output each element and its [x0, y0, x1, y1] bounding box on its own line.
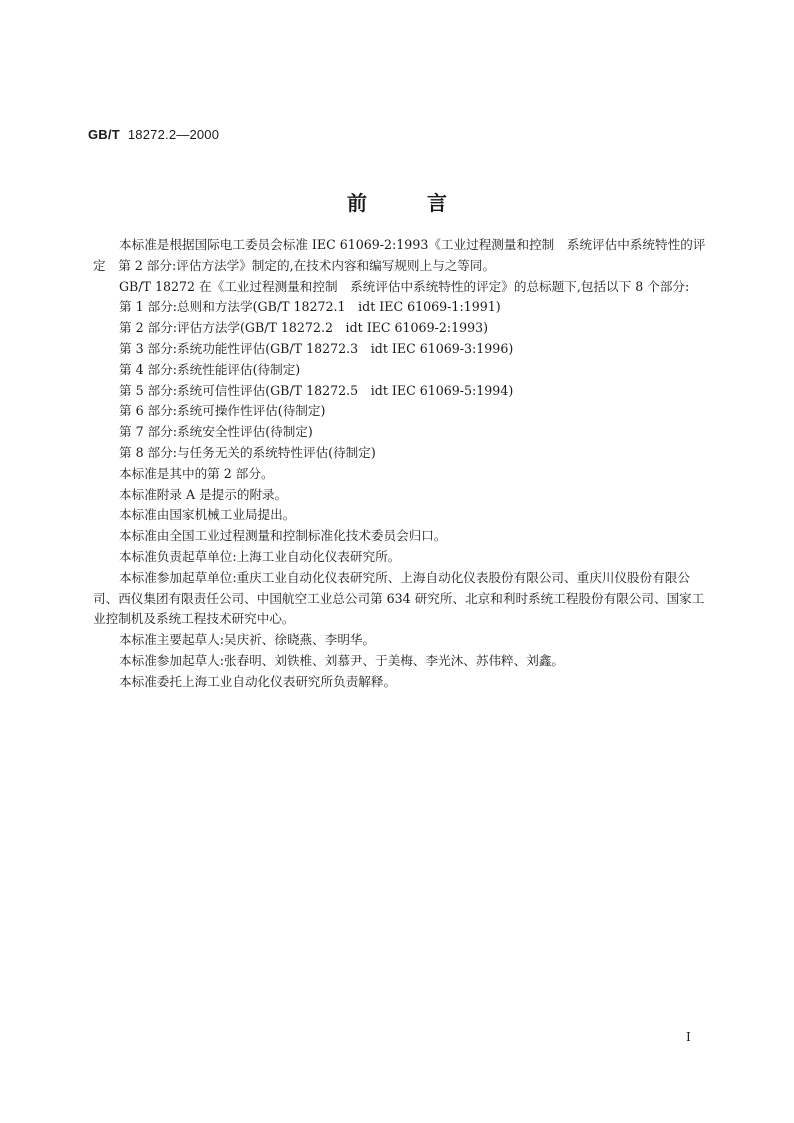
standard-code [88, 127, 219, 142]
paragraph-proposed-by: 本标准由国家机械工业局提出。 [119, 507, 296, 523]
list-item-part-1: 第 1 部分:总则和方法学(GB/T 18272.1 idt IEC 61069-1:1991) [119, 299, 501, 315]
list-item-part-6: 第 6 部分:系统可操作性评估(待制定) [119, 403, 326, 419]
standard-code-number: 18272.2—2000 [127, 127, 220, 142]
paragraph-participating-units: 本标准参加起草单位:重庆工业自动化仪表研究所、上海自动化仪表股份有限公司、重庆川仪股份有限公司、西仪集团有限责任公司、中国航空工业总公司第 634 研究所、北京和利时系统工程股份有限公司、国家工业控制机及系统工程技术研究中心。 [93, 569, 705, 627]
paragraph-participating-drafters: 本标准参加起草人:张春明、刘铁椎、刘慕尹、于美梅、李光沐、苏伟粹、刘鑫。 [119, 652, 565, 668]
paragraph-centralized-by: 本标准由全国工业过程测量和控制标准化技术委员会归口。 [119, 528, 447, 544]
list-item-part-8: 第 8 部分:与任务无关的系统特性评估(待制定) [119, 444, 376, 460]
list-item-part-2: 第 2 部分:评估方法学(GB/T 18272.2 idt IEC 61069-2:1993) [119, 320, 489, 336]
paragraph-drafting-unit: 本标准负责起草单位:上海工业自动化仪表研究所。 [119, 548, 401, 564]
list-item-part-5: 第 5 部分:系统可信性评估(GB/T 18272.5 idt IEC 61069-5:1994) [119, 382, 514, 398]
page-number: I [686, 1030, 691, 1044]
paragraph-appendix: 本标准附录 A 是提示的附录。 [119, 486, 288, 502]
document-body [93, 235, 708, 693]
paragraph-this-part: 本标准是其中的第 2 部分。 [119, 465, 274, 481]
paragraph-main-drafters: 本标准主要起草人:吴庆祈、徐晓燕、李明华。 [119, 632, 376, 648]
list-item-part-3: 第 3 部分:系统功能性评估(GB/T 18272.3 idt IEC 61069-3:1996) [119, 340, 514, 356]
page-title: 前言 [347, 191, 507, 215]
list-item-part-4: 第 4 部分:系统性能评估(待制定) [119, 361, 301, 377]
paragraph-intro: 本标准是根据国际电工委员会标准 IEC 61069-2:1993《工业过程测量和控制 系统评估中系统特性的评定 第 2 部分:评估方法学》制定的,在技术内容和编写规则上与之等同。 [93, 237, 706, 273]
paragraph-interpretation: 本标准委托上海工业自动化仪表研究所负责解释。 [119, 673, 397, 689]
list-item-part-7: 第 7 部分:系统安全性评估(待制定) [119, 424, 313, 440]
paragraph-series-intro: GB/T 18272 在《工业过程测量和控制 系统评估中系统特性的评定》的总标题下,包括以下 8 个部分: [119, 278, 690, 294]
standard-code-prefix: GB/T [88, 127, 120, 142]
